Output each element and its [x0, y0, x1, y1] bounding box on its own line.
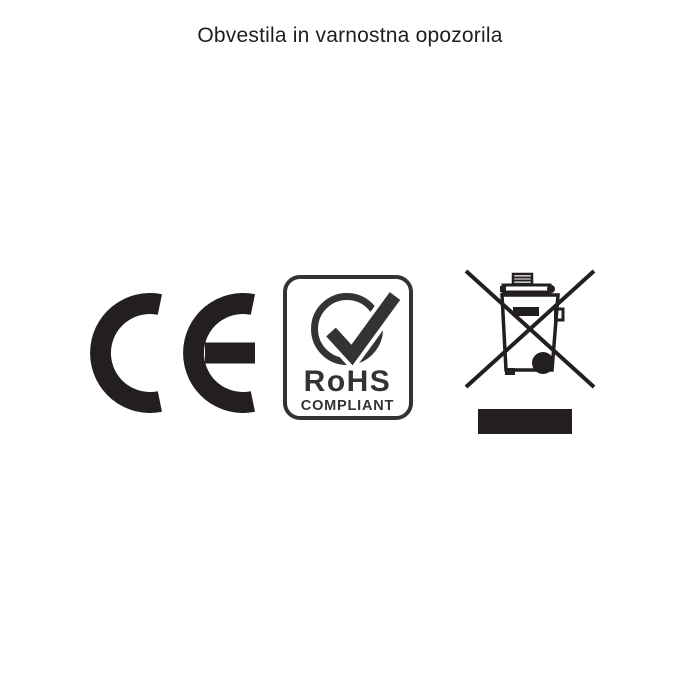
check-circle-icon: [287, 279, 408, 379]
ce-mark-icon: [90, 293, 256, 413]
page-title: Obvestila in varnostna opozorila: [197, 24, 503, 47]
rohs-compliant-label: COMPLIANT: [300, 398, 395, 414]
weee-bin-icon: [464, 268, 596, 435]
rohs-label: RoHS: [303, 365, 392, 398]
rohs-compliant-badge: [283, 275, 413, 420]
